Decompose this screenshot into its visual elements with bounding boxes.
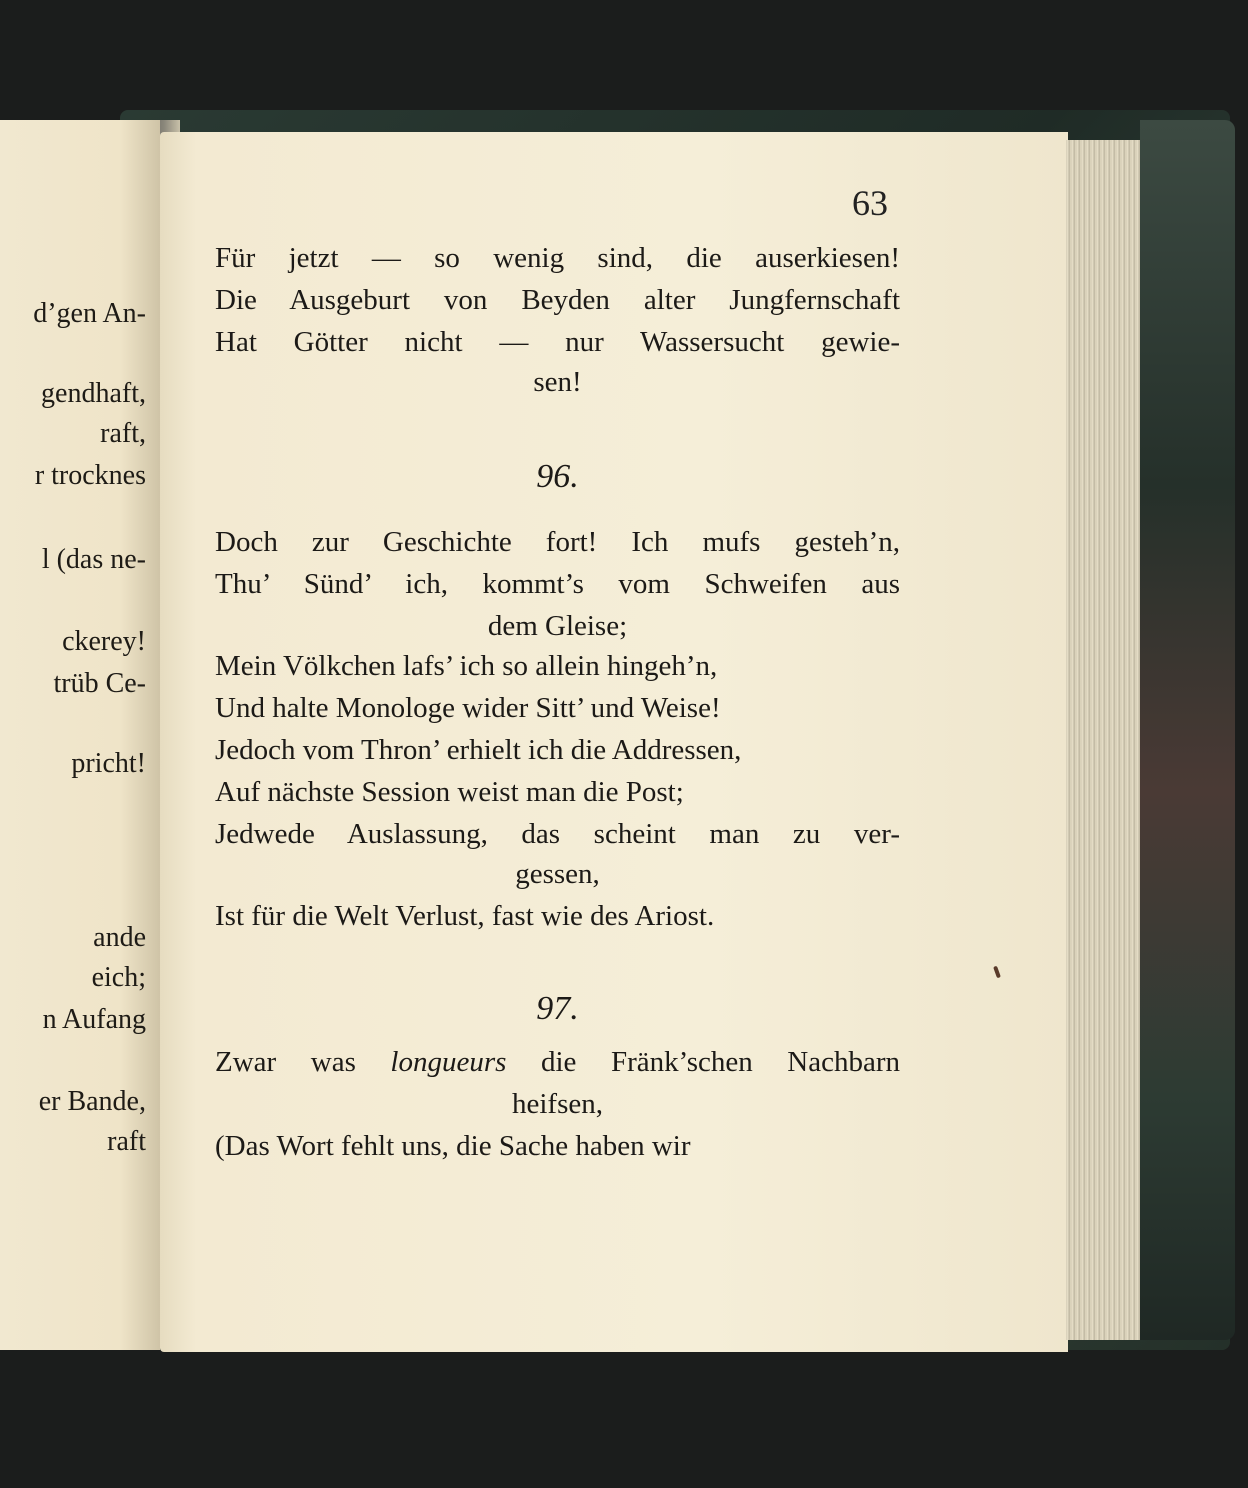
left-page-line: trüb Ce- [53, 668, 146, 699]
verse-line: Und halte Monologe wider Sitt’ und Weise! [215, 692, 721, 724]
left-page-line: raft, [100, 418, 146, 449]
left-page [0, 120, 160, 1350]
left-page-line: d’gen An- [33, 298, 146, 329]
left-page-line: raft [107, 1126, 146, 1157]
verse-line: Auf nächste Session weist man die Post; [215, 776, 684, 808]
verse-line [215, 1046, 900, 1079]
stanza-number-96: 96. [536, 458, 579, 495]
verse-line: Jedwede Auslassung, das scheint man zu ver- [215, 818, 900, 850]
left-page-line: l (das ne- [41, 544, 146, 575]
stanza-97 [215, 1046, 900, 1176]
page-number: 63 [852, 183, 888, 223]
verse-line: Thu’ Sünd’ ich, kommt’s vom Schweifen aus [215, 568, 900, 600]
verse-line: (Das Wort fehlt uns, die Sache haben wir [215, 1130, 691, 1162]
verse-italic-word: longueurs [390, 1046, 507, 1078]
left-page-line: er Bande, [38, 1086, 146, 1117]
book-board-marbled [1140, 120, 1235, 1340]
verse-line-continuation: gessen, [515, 858, 600, 890]
verse-line: Mein Völkchen lafs’ ich so allein hingeh’n, [215, 650, 718, 682]
stanza-96 [215, 526, 900, 936]
stanza-number-97: 97. [536, 990, 579, 1027]
verse-line: Für jetzt — so wenig sind, die auserkiesen! [215, 242, 900, 274]
left-page-line: ckerey! [62, 626, 146, 657]
left-page-line: n Aufang [42, 1004, 146, 1035]
left-page-line: gendhaft, [41, 378, 146, 409]
verse-line: Die Ausgeburt von Beyden alter Jungfernschaft [215, 284, 900, 316]
left-page-line: pricht! [71, 748, 146, 779]
verse-text: die Fränk’schen Nachbarn [506, 1046, 900, 1078]
verse-line: Jedoch vom Thron’ erhielt ich die Addressen, [215, 734, 742, 766]
verse-line-continuation: sen! [533, 366, 582, 398]
verse-line: Doch zur Geschichte fort! Ich mufs gesteh’n, [215, 526, 900, 558]
stanza-continuation [215, 242, 900, 402]
verse-line: Hat Götter nicht — nur Wassersucht gewie- [215, 326, 900, 358]
verse-line-continuation: heifsen, [512, 1088, 603, 1120]
verse-line-continuation: dem Gleise; [487, 610, 628, 642]
page-edges [1066, 140, 1146, 1340]
left-page-line: ande [93, 922, 146, 953]
verse-line: Ist für die Welt Verlust, fast wie des Ariost. [215, 900, 715, 932]
left-page-line: r trocknes [34, 460, 146, 491]
left-page-line: eich; [91, 962, 146, 993]
verse-text: Zwar was [215, 1046, 391, 1078]
